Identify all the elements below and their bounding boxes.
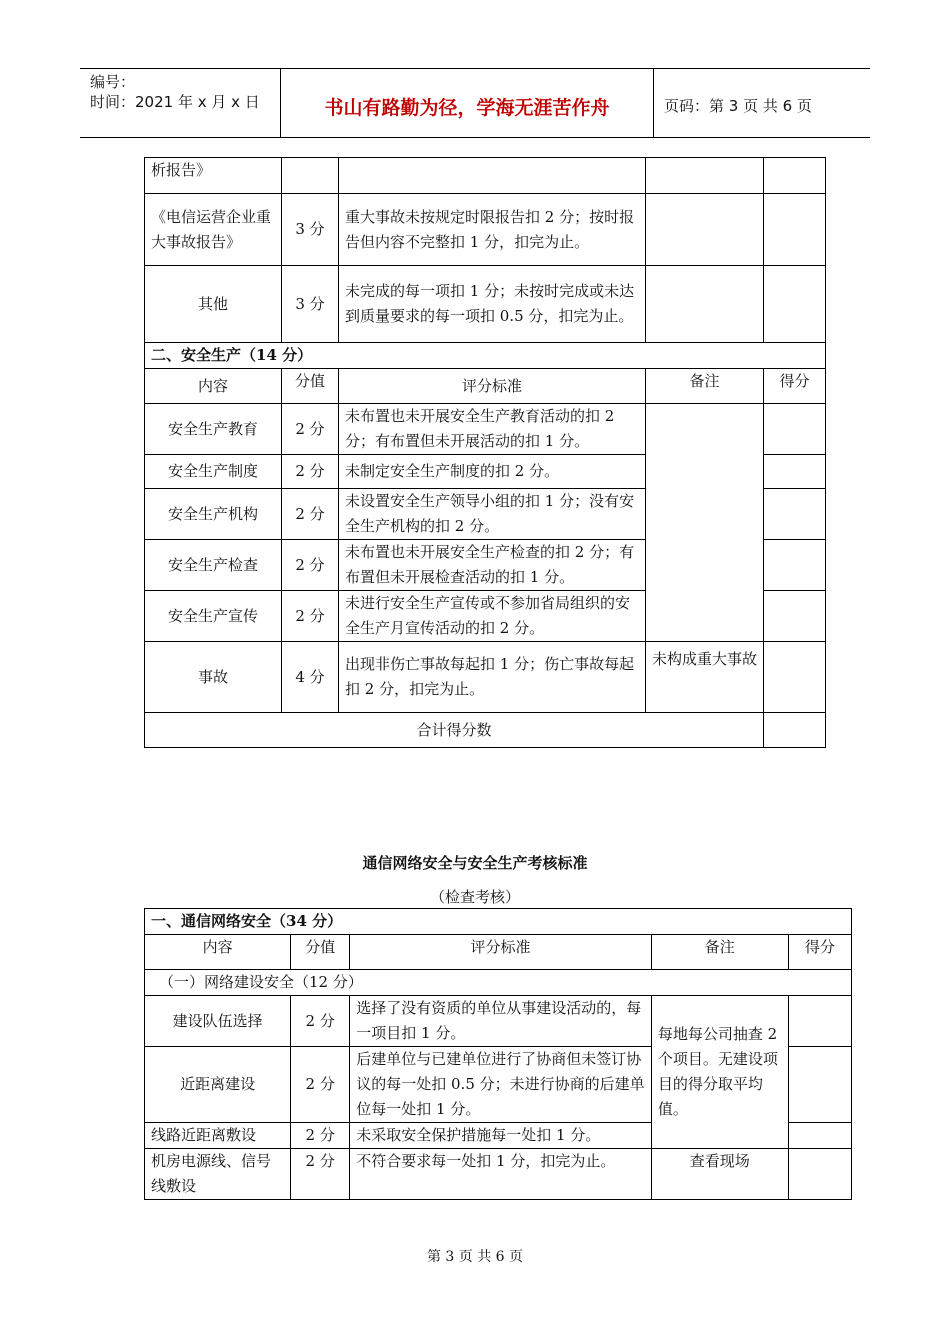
points-cell xyxy=(764,404,826,455)
total-points-cell xyxy=(764,713,826,748)
score-cell: 2 分 xyxy=(291,1149,350,1200)
header-right-cell xyxy=(654,69,870,137)
criteria-cell: 未进行安全生产宣传或不参加省局组织的安全生产月宣传活动的扣 2 分。 xyxy=(339,591,646,642)
criteria-cell: 未制定安全生产制度的扣 2 分。 xyxy=(339,455,646,489)
section-row xyxy=(145,909,852,935)
note-cell xyxy=(646,266,764,343)
note-cell-merged: 每地每公司抽查 2 个项目。无建设项目的得分取平均值。 xyxy=(651,996,788,1149)
note-cell: 查看现场 xyxy=(651,1149,788,1200)
content-cell: 安全生产制度 xyxy=(145,455,282,489)
table-row xyxy=(145,158,826,194)
assessment-table-continued xyxy=(144,157,826,748)
header-center-cell xyxy=(281,69,654,137)
table-row xyxy=(145,996,852,1047)
network-security-table xyxy=(144,908,852,1200)
header-criteria: 评分标准 xyxy=(350,935,652,970)
header-note: 备注 xyxy=(646,369,764,404)
points-cell xyxy=(764,266,826,343)
table-row xyxy=(145,642,826,713)
note-cell xyxy=(646,194,764,266)
table-row xyxy=(145,194,826,266)
note-cell-merged xyxy=(646,404,764,642)
criteria-cell xyxy=(339,158,646,194)
points-cell xyxy=(764,158,826,194)
points-cell xyxy=(764,194,826,266)
content-cell: 安全生产检查 xyxy=(145,540,282,591)
total-label: 合计得分数 xyxy=(145,713,764,748)
header-score: 分值 xyxy=(282,369,339,404)
content-cell: 析报告》 xyxy=(145,158,282,194)
content-cell: 安全生产机构 xyxy=(145,489,282,540)
header-content: 内容 xyxy=(145,369,282,404)
section-subtitle: （检查考核） xyxy=(429,888,520,906)
score-cell: 2 分 xyxy=(282,540,339,591)
content-cell: 近距离建设 xyxy=(145,1047,291,1123)
header-score: 分值 xyxy=(291,935,350,970)
subsection-row xyxy=(145,970,852,996)
header-points: 得分 xyxy=(764,369,826,404)
criteria-cell: 重大事故未按规定时限报告扣 2 分；按时报告但内容不完整扣 1 分，扣完为止。 xyxy=(339,194,646,266)
header-left-cell xyxy=(80,69,281,137)
score-cell: 3 分 xyxy=(282,194,339,266)
header-motto: 书山有路勤为径，学海无涯苦作舟 xyxy=(324,97,610,119)
score-cell: 2 分 xyxy=(282,455,339,489)
score-cell: 2 分 xyxy=(291,1047,350,1123)
section-title: 通信网络安全与安全生产考核标准 xyxy=(362,854,588,872)
header-content: 内容 xyxy=(145,935,291,970)
criteria-cell: 出现非伤亡事故每起扣 1 分；伤亡事故每起扣 2 分，扣完为止。 xyxy=(339,642,646,713)
score-cell: 2 分 xyxy=(282,591,339,642)
points-cell xyxy=(788,1047,851,1123)
score-cell xyxy=(282,158,339,194)
content-cell: 安全生产教育 xyxy=(145,404,282,455)
points-cell xyxy=(764,455,826,489)
score-cell: 4 分 xyxy=(282,642,339,713)
header-criteria: 评分标准 xyxy=(339,369,646,404)
criteria-cell: 后建单位与已建单位进行了协商但未签订协议的每一处扣 0.5 分；未进行协商的后建单位每一处扣 1 分。 xyxy=(350,1047,652,1123)
score-cell: 2 分 xyxy=(291,1123,350,1149)
criteria-cell: 未设置安全生产领导小组的扣 1 分；没有安全生产机构的扣 2 分。 xyxy=(339,489,646,540)
header-row xyxy=(145,369,826,404)
criteria-cell: 未完成的每一项扣 1 分；未按时完成或未达到质量要求的每一项扣 0.5 分，扣完为止。 xyxy=(339,266,646,343)
content-cell: 安全生产宣传 xyxy=(145,591,282,642)
total-row xyxy=(145,713,826,748)
table-row xyxy=(145,1149,852,1200)
criteria-cell: 不符合要求每一处扣 1 分，扣完为止。 xyxy=(350,1149,652,1200)
document-date-label: 时间：2021 年 x 月 x 日 xyxy=(90,93,260,111)
points-cell xyxy=(788,996,851,1047)
note-cell xyxy=(646,158,764,194)
criteria-cell: 选择了没有资质的单位从事建设活动的，每一项目扣 1 分。 xyxy=(350,996,652,1047)
points-cell xyxy=(764,642,826,713)
document-number-label: 编号： xyxy=(90,73,136,91)
section-heading: 一、通信网络安全（34 分） xyxy=(145,909,852,935)
score-cell: 2 分 xyxy=(291,996,350,1047)
content-cell: 其他 xyxy=(145,266,282,343)
criteria-cell: 未布置也未开展安全生产教育活动的扣 2 分；有布置但未开展活动的扣 1 分。 xyxy=(339,404,646,455)
content-cell: 事故 xyxy=(145,642,282,713)
score-cell: 2 分 xyxy=(282,404,339,455)
table-row xyxy=(145,266,826,343)
score-cell: 2 分 xyxy=(282,489,339,540)
page-header xyxy=(80,68,870,138)
criteria-cell: 未采取安全保护措施每一处扣 1 分。 xyxy=(350,1123,652,1149)
points-cell xyxy=(788,1123,851,1149)
content-cell: 机房电源线、信号线敷设 xyxy=(145,1149,291,1200)
section-heading: 二、安全生产（14 分） xyxy=(145,343,826,369)
content-cell: 建设队伍选择 xyxy=(145,996,291,1047)
section-row xyxy=(145,343,826,369)
header-note: 备注 xyxy=(651,935,788,970)
table-row xyxy=(145,404,826,455)
content-cell: 《电信运营企业重大事故报告》 xyxy=(145,194,282,266)
note-cell: 未构成重大事故 xyxy=(646,642,764,713)
content-cell: 线路近距离敷设 xyxy=(145,1123,291,1149)
points-cell xyxy=(764,489,826,540)
header-points: 得分 xyxy=(788,935,851,970)
subsection-heading: （一）网络建设安全（12 分） xyxy=(145,970,852,996)
points-cell xyxy=(764,540,826,591)
header-page-label: 页码：第 3 页 共 6 页 xyxy=(664,97,812,115)
criteria-cell: 未布置也未开展安全生产检查的扣 2 分；有布置但未开展检查活动的扣 1 分。 xyxy=(339,540,646,591)
page-footer: 第 3 页 共 6 页 xyxy=(426,1249,524,1265)
score-cell: 3 分 xyxy=(282,266,339,343)
header-row xyxy=(145,935,852,970)
points-cell xyxy=(764,591,826,642)
points-cell xyxy=(788,1149,851,1200)
